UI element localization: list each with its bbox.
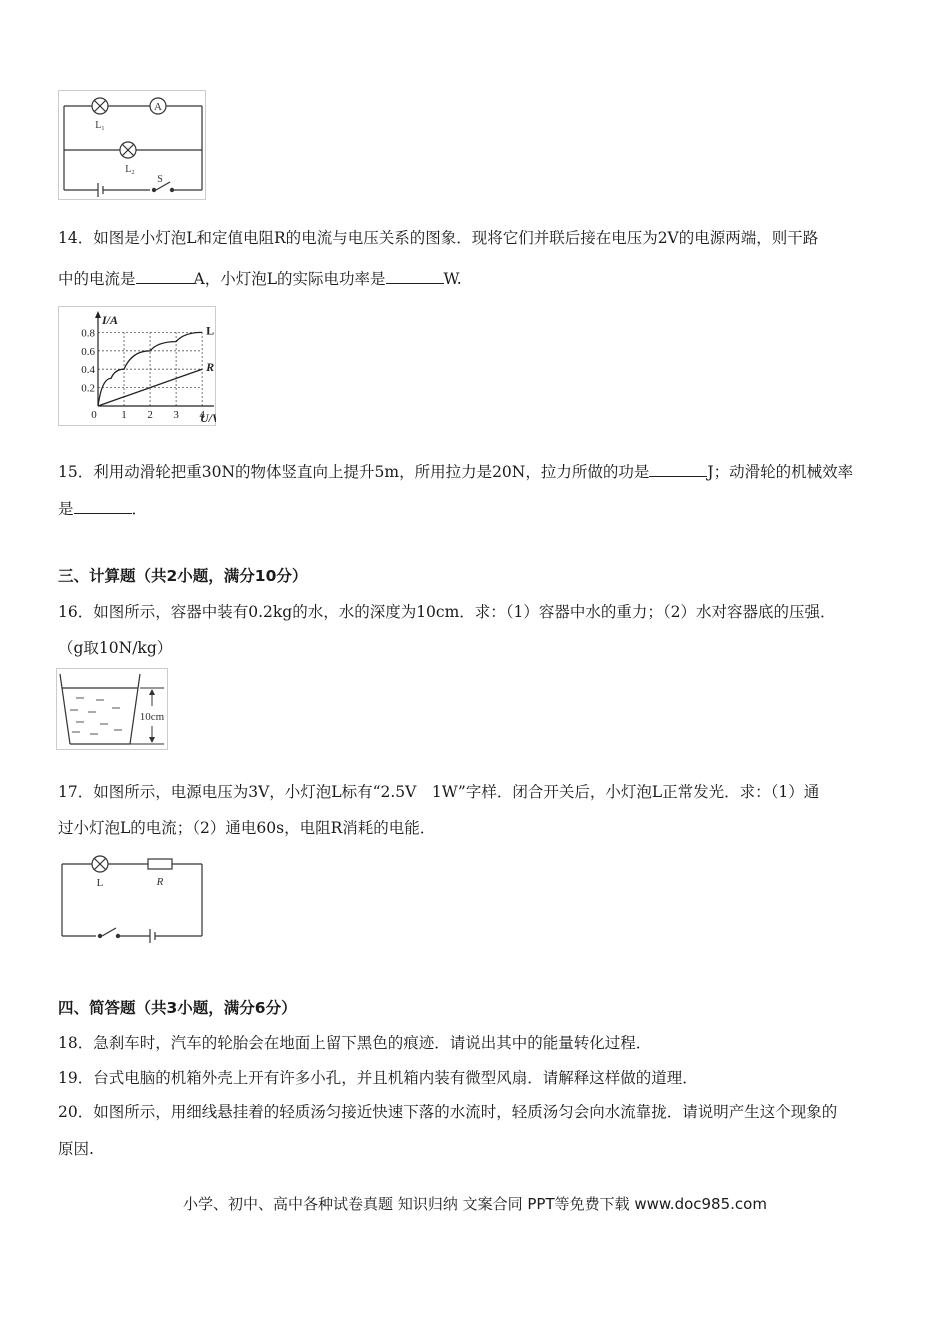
container-figure [56,668,168,750]
y-tick-0.6: 0.6 [81,345,95,358]
question-20-line-1: 20．如图所示，用细线悬挂着的轻质汤匀接近快速下落的水流时，轻质汤匀会向水流靠拢．请说明产生这个现象的 [58,1103,838,1121]
y-tick-0.8: 0.8 [81,327,95,340]
answer-blank-power[interactable] [386,268,444,284]
question-20-line-2: 原因. [58,1140,94,1158]
question-15-line-2 [58,498,147,519]
x-tick-4: 4 [199,409,205,421]
series-label-R: R [206,360,215,375]
lamp-label: L [96,877,104,889]
question-18: 18．急刹车时，汽车的轮胎会在地面上留下黑色的痕迹．请说出其中的能量转化过程． [58,1034,652,1052]
x-tick-1: 1 [121,409,127,421]
question-17-line-2: 过小灯泡L的电流；（2）通电60s，电阻R消耗的电能． [58,819,436,837]
circuit-figure-13 [58,90,206,200]
series-label-L: L [206,323,215,338]
q14-text-c: W. [443,270,462,288]
question-19: 19．台式电脑的机箱外壳上开有许多小孔，并且机箱内装有微型风扇．请解释这样做的道理． [58,1069,698,1087]
answer-blank-work[interactable] [649,461,707,477]
page-footer: 小学、初中、高中各种试卷真题 知识归纳 文案合同 PPT等免费下载 www.doc985.com [183,1195,767,1213]
answer-blank-efficiency[interactable] [74,498,132,514]
x-axis-label: U/ [200,411,212,425]
y-tick-0.4: 0.4 [81,364,95,377]
question-14-line-1: 14．如图是小灯泡L和定值电阻R的电流与电压关系的图象．现将它们并联后接在电压为2V的电源两端，则干路 [58,229,819,247]
question-17-line-1: 17．如图所示，电源电压为3V，小灯泡L标有“2.5V 1W”字样．闭合开关后，小灯泡L正常发光．求：（1）通 [58,783,820,801]
iv-chart [58,306,216,426]
circuit-figure-17 [58,850,206,944]
x-tick-3: 3 [173,409,179,421]
q14-text-a: 中的电流是 [58,270,136,288]
section-3-title: 三、计算题（共2小题，满分10分） [58,567,308,585]
depth-label: 10cm [139,711,165,723]
question-15-line-1 [58,461,853,482]
ammeter-label: A [154,101,162,113]
q15-text-b: J；动滑轮的机械效率 [707,463,854,481]
y-axis-arrow [95,311,101,318]
switch-label: S [157,174,163,185]
lamp1-label: L₁ [95,120,105,131]
answer-blank-current[interactable] [136,268,194,284]
q15-text-d: ． [131,500,148,518]
question-14-line-2 [58,268,462,289]
lamp2-label: L₂ [125,164,135,175]
y-axis-label: I/A [102,313,119,327]
resistor-label: R [156,876,164,888]
q15-text-c: 是 [58,500,74,518]
q14-text-b: A，小灯泡L的实际电功率是 [193,270,386,288]
question-16-line-2: （g取10N/kg） [58,639,173,657]
x-tick-0: 0 [91,409,97,421]
q15-text-a: 15．利用动滑轮把重30N的物体竖直向上提升5m，所用拉力是20N，拉力所做的功是 [58,463,650,481]
y-tick-0.2: 0.2 [81,382,95,395]
x-tick-2: 2 [147,409,153,421]
section-4-title: 四、简答题（共3小题，满分6分） [58,999,297,1017]
question-16-line-1: 16．如图所示，容器中装有0.2kg的水，水的深度为10cm．求：（1）容器中水的重力；（2）水对容器底的压强． [58,603,836,621]
